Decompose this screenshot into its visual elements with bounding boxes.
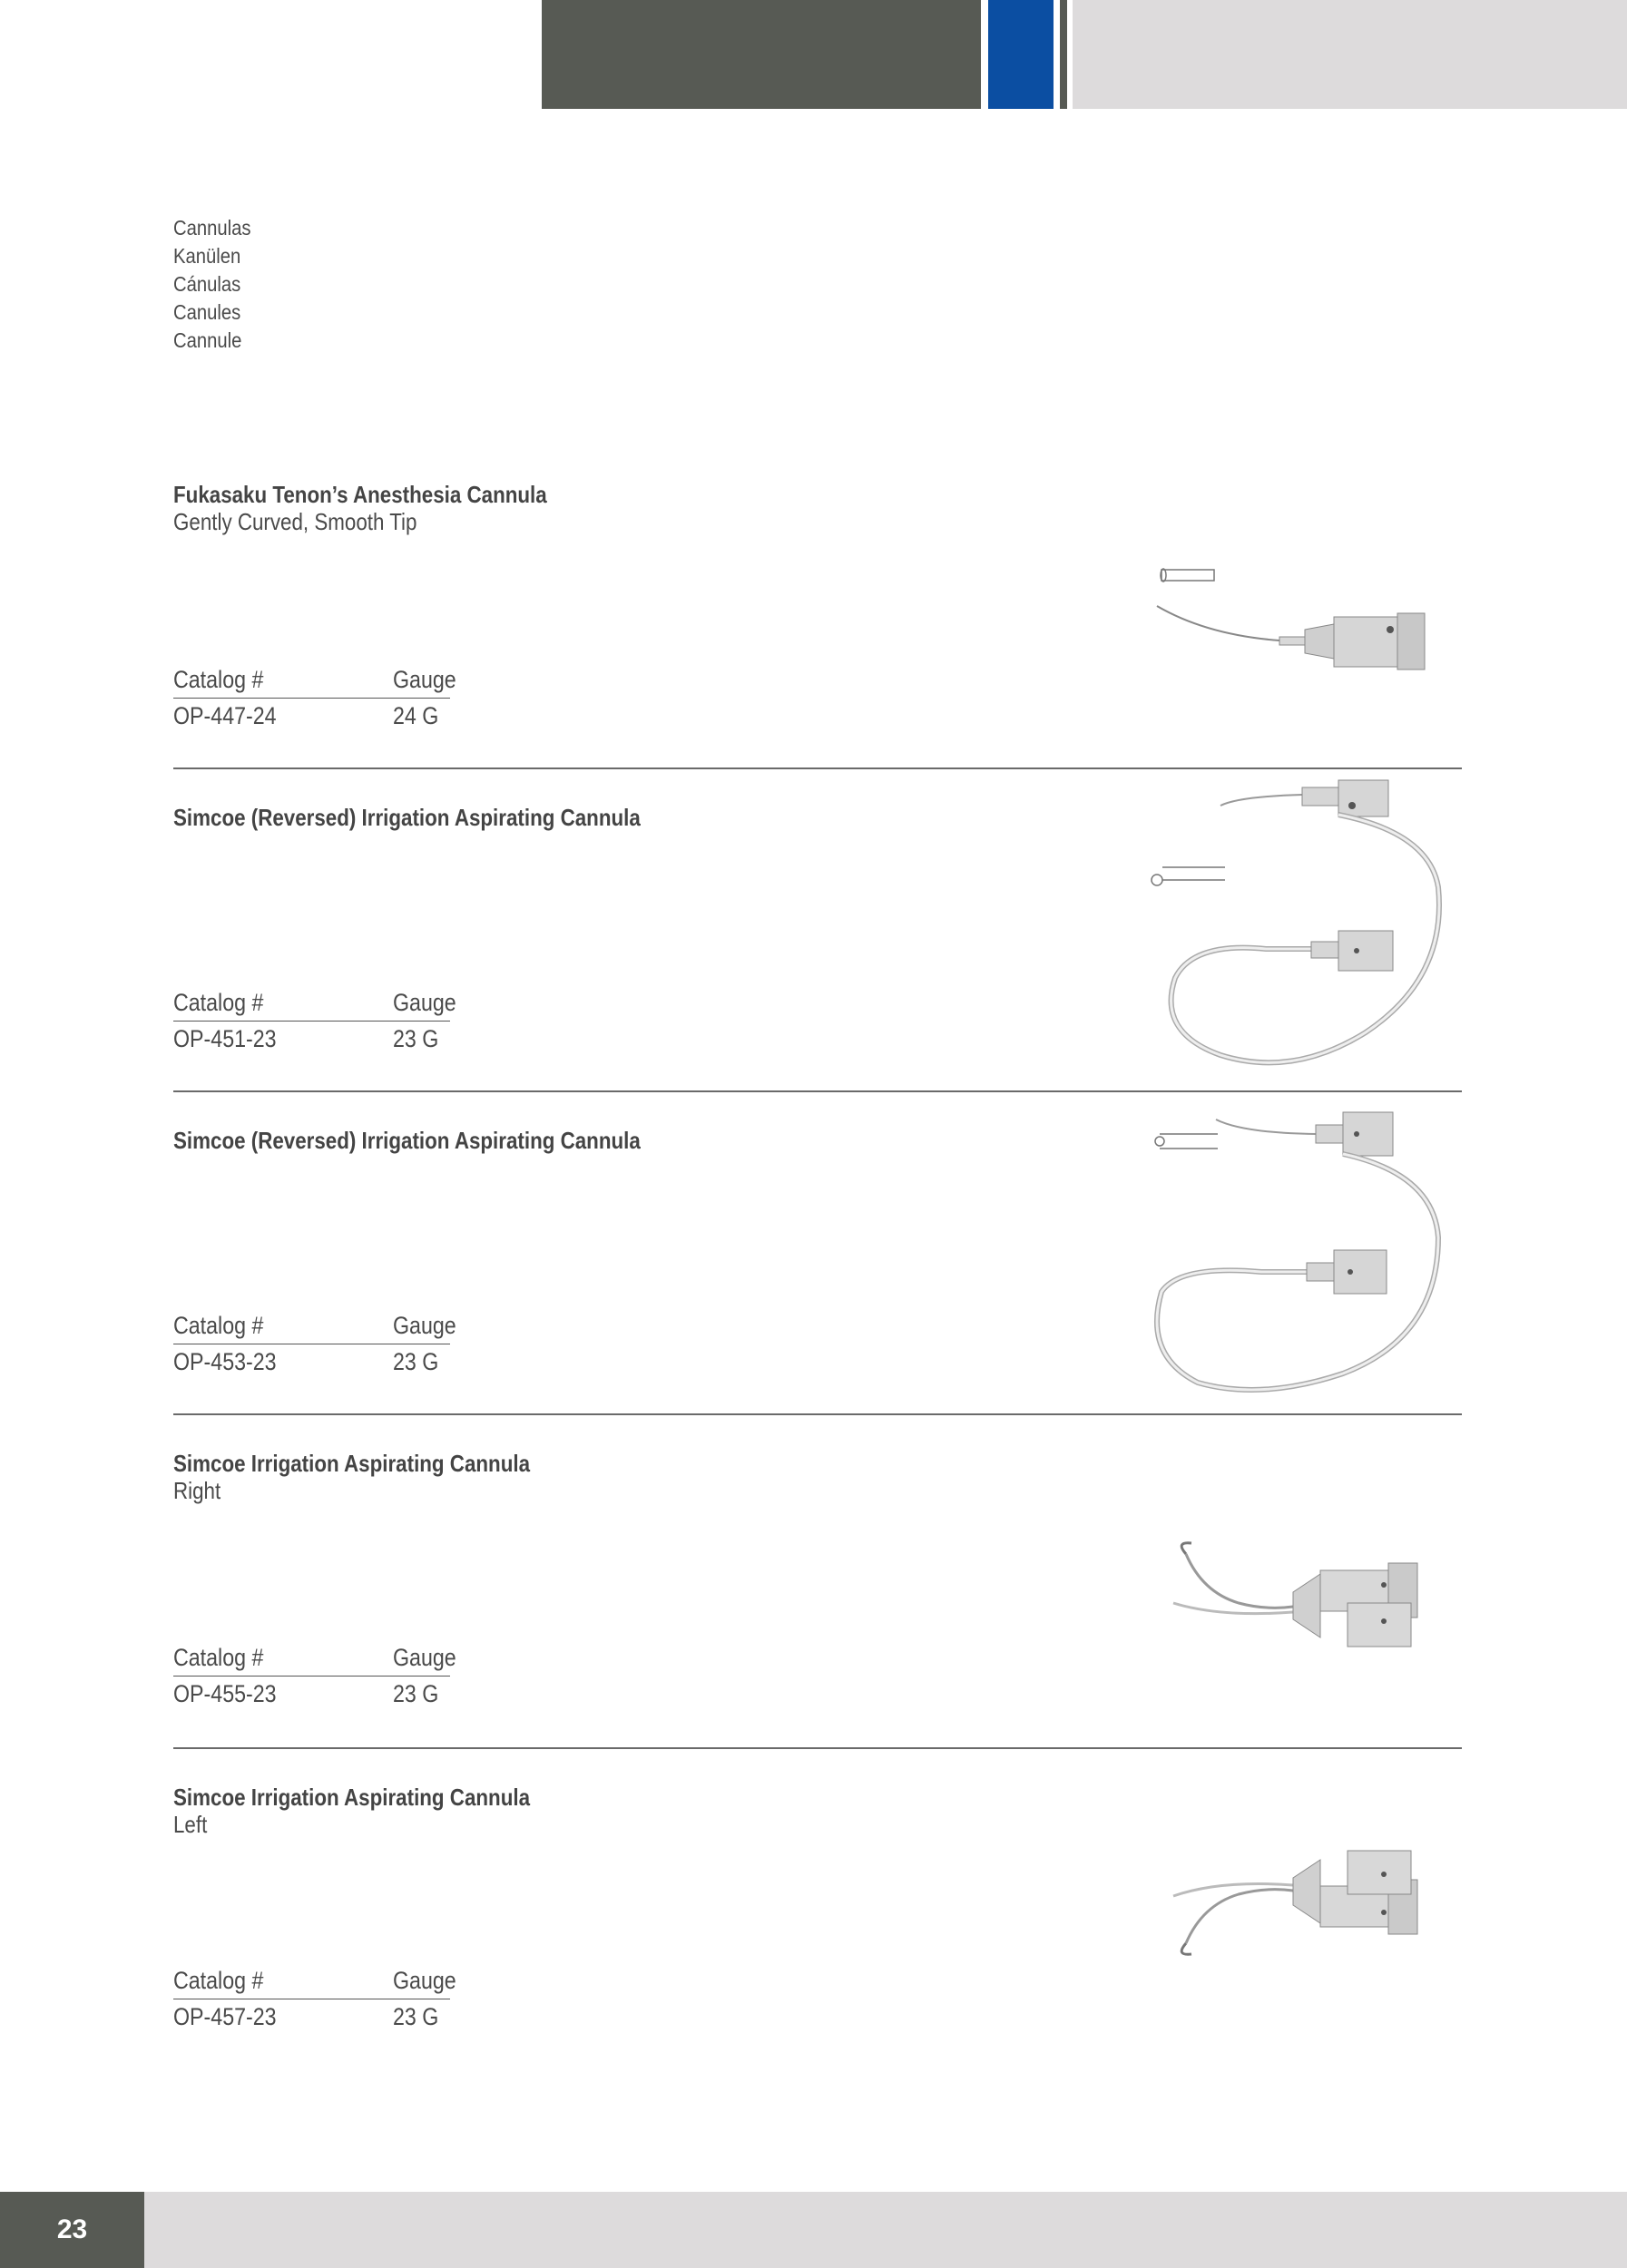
catalog-header: Catalog # [173, 989, 264, 1016]
category-spanish: Cánulas [173, 272, 241, 296]
cannula-illustration [1166, 1842, 1465, 1960]
catalog-table [173, 1642, 456, 1711]
category-french: Canules [173, 300, 241, 324]
header-bar-dark [542, 0, 981, 109]
product-title: Simcoe (Reversed) Irrigation Aspirating Cannula [173, 804, 641, 831]
catalog-table [173, 1310, 456, 1379]
cannula-illustration [1134, 1101, 1465, 1401]
gauge-header: Gauge [393, 1312, 456, 1339]
gauge-value: 23 G [393, 1347, 439, 1375]
catalog-number: OP-453-23 [173, 1347, 277, 1375]
catalog-table [173, 664, 456, 733]
section-divider [173, 1747, 1462, 1749]
cannula-illustration [1166, 1538, 1465, 1656]
catalog-header: Catalog # [173, 1644, 264, 1671]
gauge-value: 23 G [393, 1679, 439, 1707]
table-header [173, 1965, 456, 1999]
footer-bar [144, 2192, 1627, 2268]
table-header [173, 987, 456, 1022]
product-title: Fukasaku Tenon’s Anesthesia Cannula [173, 481, 547, 508]
gauge-header: Gauge [393, 1644, 456, 1671]
gauge-header: Gauge [393, 666, 456, 693]
product-title: Simcoe Irrigation Aspirating Cannula [173, 1450, 531, 1477]
page-number: 23 [0, 2192, 144, 2268]
category-german: Kanülen [173, 244, 241, 268]
gauge-value: 23 G [393, 2002, 439, 2030]
category-english: Cannulas [173, 216, 251, 240]
catalog-number: OP-447-24 [173, 701, 277, 729]
catalog-number: OP-457-23 [173, 2002, 277, 2030]
table-header [173, 664, 456, 699]
table-row [173, 1677, 450, 1711]
product-subtitle: Left [173, 1811, 208, 1838]
catalog-header: Catalog # [173, 1967, 264, 1994]
category-list [173, 214, 261, 355]
table-header [173, 1642, 456, 1677]
gauge-value: 24 G [393, 701, 439, 729]
product-title: Simcoe Irrigation Aspirating Cannula [173, 1784, 531, 1811]
table-row [173, 1999, 450, 2034]
table-header [173, 1310, 456, 1344]
catalog-table [173, 987, 456, 1056]
product-title: Simcoe (Reversed) Irrigation Aspirating Cannula [173, 1127, 641, 1154]
section-divider [173, 767, 1462, 769]
table-row [173, 1022, 450, 1056]
gauge-header: Gauge [393, 1967, 456, 1994]
section-divider [173, 1413, 1462, 1415]
header-bar-light [1073, 0, 1627, 109]
header-bar-blue [988, 0, 1054, 109]
cannula-illustration [1152, 562, 1470, 680]
catalog-header: Catalog # [173, 666, 264, 693]
catalog-number: OP-451-23 [173, 1024, 277, 1052]
category-italian: Cannule [173, 328, 242, 352]
catalog-number: OP-455-23 [173, 1679, 277, 1707]
catalog-table [173, 1965, 456, 2034]
gauge-value: 23 G [393, 1024, 439, 1052]
header-bar-thin [1060, 0, 1067, 109]
product-subtitle: Right [173, 1477, 221, 1504]
cannula-illustration [1139, 778, 1465, 1078]
table-row [173, 1344, 450, 1379]
catalog-header: Catalog # [173, 1312, 264, 1339]
gauge-header: Gauge [393, 989, 456, 1016]
product-subtitle: Gently Curved, Smooth Tip [173, 508, 417, 535]
table-row [173, 699, 450, 733]
section-divider [173, 1090, 1462, 1092]
